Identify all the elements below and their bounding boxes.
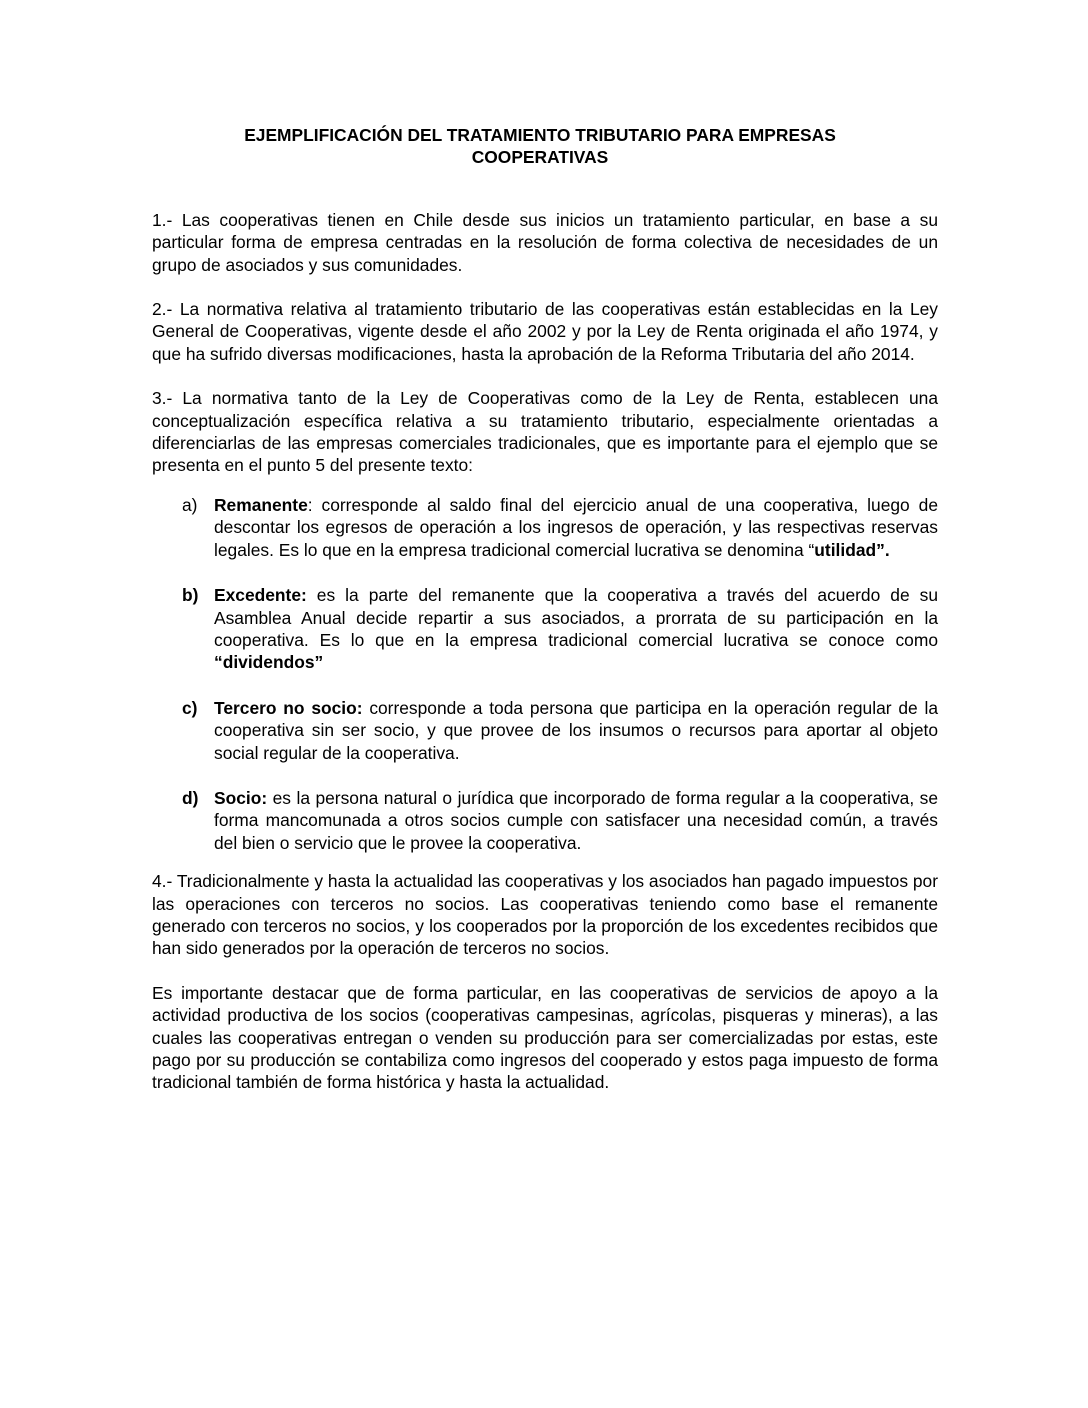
document-title xyxy=(142,124,938,169)
definition-term: Socio: xyxy=(214,787,268,808)
definition-term: Tercero no socio: xyxy=(214,697,363,718)
list-marker: c) xyxy=(182,697,198,718)
definition-emphasis: “dividendos” xyxy=(214,652,324,673)
paragraph-5: Es importante destacar que de forma particular, en las cooperativas de servicios de apoyo a la actividad productiva de los socios (cooperativas campesinas, agrícolas, pisqueras y mineras), a las cuales las cooperativas entregan o venden su producción para ser comercializadas por estas, este pago por su producción se contabiliza como ingresos del cooperado y estos paga impuesto de forma tradicional también de forma histórica y hasta la actualidad. xyxy=(152,982,938,1093)
definition-excedente xyxy=(152,584,938,674)
definition-text: corresponde a toda persona que participa en la operación regular de la cooperativa sin ser socio, y que provee de los insumos o recursos para aportar al objeto social regular de la cooperativa. xyxy=(214,697,938,763)
paragraph-1: 1.- Las cooperativas tienen en Chile desde sus inicios un tratamiento particular, en base a su particular forma de empresa centradas en la resolución de forma colectiva de necesidades de un grupo de asociados y sus comunidades. xyxy=(152,209,938,275)
paragraph-2: 2.- La normativa relativa al tratamiento tributario de las cooperativas están establecidas en la Ley General de Cooperativas, vigente desde el año 2002 y por la Ley de Renta originada el año 1974, y que ha sufrido diversas modificaciones, hasta la aprobación de la Reforma Tributaria del año 2014. xyxy=(152,299,938,364)
definitions-list xyxy=(152,494,938,854)
document-page xyxy=(152,124,938,1094)
definition-remanente xyxy=(152,494,938,561)
list-marker: a) xyxy=(182,494,198,515)
definition-tercero-no-socio xyxy=(152,697,938,764)
title-line-2: COOPERATIVAS xyxy=(471,147,609,168)
definition-text: es la parte del remanente que la cooperativa a través del acuerdo de su Asamblea Anual decide repartir a sus asociados, a prorrata de su participación en la cooperativa. Es lo que en la empresa tradicional comercial lucrativa se conoce como xyxy=(214,585,938,650)
definition-text: : corresponde al saldo final del ejercicio anual de una cooperativa, luego de descontar los egresos de operación a los ingresos de operación, y las respectivas reservas legales. Es lo que en la empresa tradicional comercial lucrativa se denomina “ xyxy=(214,494,938,560)
paragraph-3: 3.- La normativa tanto de la Ley de Cooperativas como de la Ley de Renta, establecen una conceptualización específica relativa a su tratamiento tributario, especialmente orientadas a diferenciarlas de las empresas comerciales tradicionales, que es importante para el ejemplo que se presenta en el punto 5 del presente texto: xyxy=(152,388,938,476)
paragraph-4: 4.- Tradicionalmente y hasta la actualidad las cooperativas y los asociados han pagado impuestos por las operaciones con terceros no socios. Las cooperativas teniendo como base el remanente generado con terceros no socios, y los cooperados por la proporción de los excedentes recibidos que han sido generados por la operación de terceros no socios. xyxy=(152,871,938,959)
definition-socio xyxy=(152,787,938,854)
definition-term: Remanente xyxy=(214,494,308,515)
definition-term: Excedente: xyxy=(214,585,307,606)
definition-text: es la persona natural o jurídica que incorporado de forma regular a la cooperativa, se forma mancomunada a otros socios cumple con satisfacer una necesidad común, a través del bien o servicio que le provee la cooperativa. xyxy=(214,787,938,853)
list-marker: d) xyxy=(182,787,199,808)
definition-emphasis: utilidad”. xyxy=(814,539,890,560)
list-marker: b) xyxy=(182,585,199,606)
title-line-1: EJEMPLIFICACIÓN DEL TRATAMIENTO TRIBUTARIO PARA EMPRESAS xyxy=(244,125,836,145)
